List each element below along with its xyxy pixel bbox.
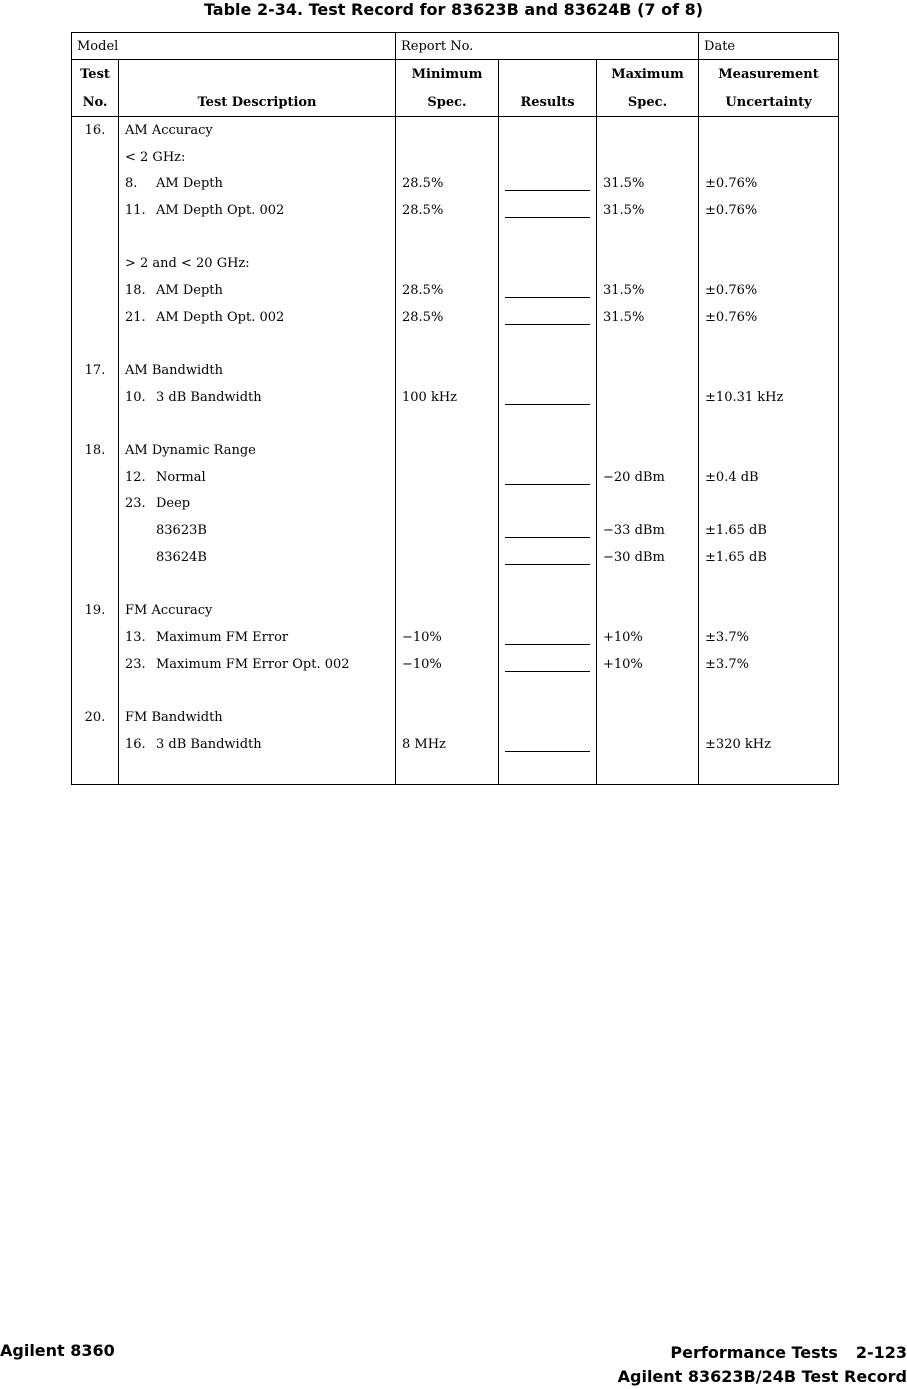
table-row (72, 571, 839, 598)
test-description (119, 331, 396, 358)
min-spec (396, 411, 499, 438)
min-spec (396, 571, 499, 598)
result-cell (499, 437, 597, 464)
table-row (72, 517, 839, 544)
table-row (72, 331, 839, 358)
result-entry-line[interactable] (505, 310, 590, 325)
result-cell[interactable] (499, 304, 597, 331)
test-number (72, 304, 119, 331)
result-cell (499, 491, 597, 518)
max-spec: +10% (597, 624, 699, 651)
test-number: 19. (72, 597, 119, 624)
measurement-uncertainty (699, 437, 839, 464)
min-spec-header: Spec. (396, 88, 499, 117)
min-spec (396, 758, 499, 785)
result-cell (499, 758, 597, 785)
min-spec (396, 704, 499, 731)
measurement-uncertainty (699, 704, 839, 731)
test-number (72, 144, 119, 171)
max-spec: −33 dBm (597, 517, 699, 544)
test-description (119, 304, 396, 331)
table-row (72, 250, 839, 277)
min-spec (396, 677, 499, 704)
step-number: 23. (125, 656, 146, 672)
test-description: > 2 and < 20 GHz: (119, 250, 396, 277)
step-number: 18. (125, 282, 146, 298)
table-row (72, 544, 839, 571)
min-spec: 28.5% (396, 277, 499, 304)
test-number: 16. (72, 117, 119, 144)
measurement-uncertainty: ±1.65 dB (699, 544, 839, 571)
step-label: 3 dB Bandwidth (156, 389, 262, 405)
test-description: AM Accuracy (119, 117, 396, 144)
step-number: 8. (125, 176, 138, 192)
test-number (72, 758, 119, 785)
table-row (72, 357, 839, 384)
result-cell[interactable] (499, 277, 597, 304)
min-spec (396, 544, 499, 571)
test-description: 83624B (119, 544, 396, 571)
test-description: 83623B (119, 517, 396, 544)
step-label: AM Depth (156, 282, 223, 298)
step-number: 12. (125, 469, 146, 485)
max-spec (597, 491, 699, 518)
max-spec (597, 331, 699, 358)
result-entry-line[interactable] (505, 737, 590, 752)
min-spec: −10% (396, 651, 499, 678)
min-spec: −10% (396, 624, 499, 651)
min-spec: 28.5% (396, 304, 499, 331)
step-label: AM Depth (156, 176, 223, 192)
table-row (72, 384, 839, 411)
footer-product: Agilent 8360 (0, 1341, 115, 1360)
page-number: 2-123 (855, 1343, 907, 1362)
step-number: 10. (125, 389, 146, 405)
test-number (72, 731, 119, 758)
table-row (72, 170, 839, 197)
test-description (119, 624, 396, 651)
test-description: < 2 GHz: (119, 144, 396, 171)
min-spec (396, 517, 499, 544)
min-spec (396, 597, 499, 624)
step-label: AM Depth Opt. 002 (156, 202, 285, 218)
test-number (72, 464, 119, 491)
test-number (72, 224, 119, 251)
result-entry-line[interactable] (505, 283, 590, 298)
max-spec: 31.5% (597, 304, 699, 331)
min-spec (396, 491, 499, 518)
result-cell[interactable] (499, 624, 597, 651)
minimum-header: Minimum (396, 60, 499, 89)
result-cell[interactable] (499, 544, 597, 571)
max-spec: −30 dBm (597, 544, 699, 571)
table-row (72, 491, 839, 518)
measurement-uncertainty (699, 597, 839, 624)
test-number (72, 651, 119, 678)
result-entry-line[interactable] (505, 470, 590, 485)
test-description (119, 464, 396, 491)
step-number: 21. (125, 309, 146, 325)
test-header: Test (72, 60, 119, 89)
min-spec: 100 kHz (396, 384, 499, 411)
result-cell[interactable] (499, 170, 597, 197)
measurement-uncertainty: ±0.76% (699, 197, 839, 224)
step-number: 13. (125, 629, 146, 645)
max-spec-header: Spec. (597, 88, 699, 117)
measurement-uncertainty: ±0.76% (699, 277, 839, 304)
result-cell[interactable] (499, 464, 597, 491)
result-cell (499, 677, 597, 704)
max-spec (597, 758, 699, 785)
test-number: 20. (72, 704, 119, 731)
max-spec: 31.5% (597, 197, 699, 224)
result-cell[interactable] (499, 197, 597, 224)
footer-subtitle: Agilent 83623B/24B Test Record (617, 1367, 907, 1386)
test-description (119, 491, 396, 518)
max-spec (597, 224, 699, 251)
test-description (119, 384, 396, 411)
test-description (119, 224, 396, 251)
result-cell (499, 224, 597, 251)
results-header: Results (499, 88, 597, 117)
result-cell (499, 411, 597, 438)
max-spec (597, 144, 699, 171)
test-description (119, 731, 396, 758)
table-row (72, 651, 839, 678)
result-entry-line[interactable] (505, 657, 590, 672)
min-spec (396, 357, 499, 384)
measurement-uncertainty: ±3.7% (699, 624, 839, 651)
result-cell[interactable] (499, 731, 597, 758)
measurement-uncertainty (699, 117, 839, 144)
result-cell (499, 331, 597, 358)
table-row (72, 277, 839, 304)
result-cell (499, 250, 597, 277)
test-number (72, 544, 119, 571)
test-number (72, 331, 119, 358)
measurement-uncertainty: ±10.31 kHz (699, 384, 839, 411)
step-number: 23. (125, 496, 146, 512)
max-spec (597, 677, 699, 704)
column-header-row-2 (72, 88, 839, 117)
max-spec (597, 384, 699, 411)
step-label: Deep (156, 496, 191, 512)
measurement-uncertainty: ±0.76% (699, 304, 839, 331)
table-row (72, 597, 839, 624)
result-cell (499, 117, 597, 144)
test-number: 17. (72, 357, 119, 384)
report-no-label: Report No. (396, 33, 699, 60)
max-spec: 31.5% (597, 277, 699, 304)
test-number (72, 411, 119, 438)
test-number (72, 517, 119, 544)
test-description (119, 277, 396, 304)
measurement-uncertainty (699, 677, 839, 704)
result-entry-line[interactable] (505, 203, 590, 218)
model-label: Model (72, 33, 396, 60)
table-row (72, 117, 839, 144)
measurement-uncertainty: ±1.65 dB (699, 517, 839, 544)
result-cell[interactable] (499, 517, 597, 544)
uncertainty-header: Uncertainty (699, 88, 839, 117)
result-cell (499, 144, 597, 171)
table-row (72, 704, 839, 731)
test-number (72, 250, 119, 277)
test-description: AM Dynamic Range (119, 437, 396, 464)
test-number (72, 677, 119, 704)
result-entry-line[interactable] (505, 390, 590, 405)
test-record-table (71, 32, 839, 785)
test-description (119, 170, 396, 197)
result-cell[interactable] (499, 384, 597, 411)
table-row (72, 224, 839, 251)
table-row (72, 624, 839, 651)
min-spec (396, 144, 499, 171)
min-spec: 28.5% (396, 197, 499, 224)
max-spec (597, 437, 699, 464)
max-spec (597, 571, 699, 598)
max-spec (597, 411, 699, 438)
max-spec: +10% (597, 651, 699, 678)
result-cell (499, 704, 597, 731)
result-cell[interactable] (499, 651, 597, 678)
measurement-uncertainty (699, 571, 839, 598)
measurement-uncertainty (699, 144, 839, 171)
measurement-uncertainty: ±320 kHz (699, 731, 839, 758)
test-description (119, 677, 396, 704)
footer-section: Performance Tests (670, 1343, 838, 1362)
min-spec: 28.5% (396, 170, 499, 197)
min-spec (396, 437, 499, 464)
step-number: 11. (125, 202, 146, 218)
test-number (72, 170, 119, 197)
header-info-row (72, 33, 839, 60)
column-header-row-1 (72, 60, 839, 89)
result-cell (499, 571, 597, 598)
test-number (72, 571, 119, 598)
test-number (72, 624, 119, 651)
table-row (72, 464, 839, 491)
result-entry-line[interactable] (505, 630, 590, 645)
step-label: 3 dB Bandwidth (156, 736, 262, 752)
max-spec (597, 597, 699, 624)
step-label: Maximum FM Error (156, 629, 289, 645)
measurement-uncertainty (699, 411, 839, 438)
footer-right (407, 1341, 907, 1389)
min-spec (396, 250, 499, 277)
table-row (72, 758, 839, 785)
test-number (72, 197, 119, 224)
min-spec (396, 117, 499, 144)
max-spec (597, 357, 699, 384)
result-entry-line[interactable] (505, 550, 590, 565)
result-entry-line[interactable] (505, 523, 590, 538)
result-cell (499, 357, 597, 384)
min-spec: 8 MHz (396, 731, 499, 758)
result-cell (499, 597, 597, 624)
step-number: 16. (125, 736, 146, 752)
measurement-uncertainty (699, 250, 839, 277)
no-header: No. (72, 88, 119, 117)
test-description (119, 758, 396, 785)
max-spec: 31.5% (597, 170, 699, 197)
test-description: FM Accuracy (119, 597, 396, 624)
test-description (119, 571, 396, 598)
max-spec (597, 731, 699, 758)
result-entry-line[interactable] (505, 176, 590, 191)
maximum-header: Maximum (597, 60, 699, 89)
table-row (72, 304, 839, 331)
min-spec (396, 224, 499, 251)
max-spec (597, 117, 699, 144)
max-spec: −20 dBm (597, 464, 699, 491)
max-spec (597, 250, 699, 277)
measurement-uncertainty: ±0.76% (699, 170, 839, 197)
test-description (119, 197, 396, 224)
measurement-uncertainty (699, 331, 839, 358)
test-number (72, 491, 119, 518)
measurement-uncertainty (699, 491, 839, 518)
step-label: Normal (156, 469, 206, 485)
test-description: FM Bandwidth (119, 704, 396, 731)
min-spec (396, 331, 499, 358)
measurement-header: Measurement (699, 60, 839, 89)
table-row (72, 144, 839, 171)
measurement-uncertainty (699, 224, 839, 251)
table-row (72, 731, 839, 758)
test-number: 18. (72, 437, 119, 464)
test-description-header: Test Description (119, 88, 396, 117)
measurement-uncertainty (699, 758, 839, 785)
test-description (119, 411, 396, 438)
table-title: Table 2-34. Test Record for 83623B and 83624B (7 of 8) (203, 0, 704, 19)
measurement-uncertainty: ±0.4 dB (699, 464, 839, 491)
table-row (72, 197, 839, 224)
measurement-uncertainty (699, 357, 839, 384)
table-row (72, 411, 839, 438)
min-spec (396, 464, 499, 491)
step-label: Maximum FM Error Opt. 002 (156, 656, 350, 672)
test-number (72, 384, 119, 411)
test-description (119, 651, 396, 678)
test-description: AM Bandwidth (119, 357, 396, 384)
table-row (72, 437, 839, 464)
step-label: AM Depth Opt. 002 (156, 309, 285, 325)
test-number (72, 277, 119, 304)
date-label: Date (699, 33, 839, 60)
table-row (72, 677, 839, 704)
max-spec (597, 704, 699, 731)
measurement-uncertainty: ±3.7% (699, 651, 839, 678)
